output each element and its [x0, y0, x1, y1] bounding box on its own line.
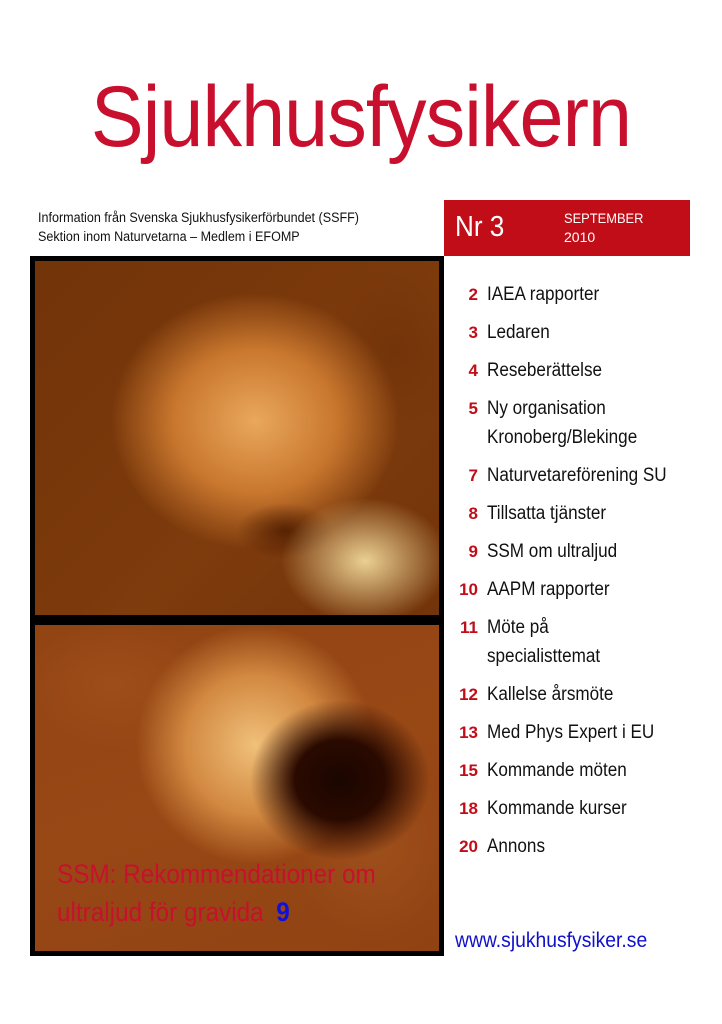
toc-page-number: 7 [468, 466, 478, 485]
toc-page-number: 10 [459, 580, 478, 599]
toc-title: Ny organisation [487, 398, 606, 419]
toc-item [452, 537, 712, 566]
toc-item [452, 461, 712, 490]
toc-page-number: 4 [468, 361, 478, 380]
ultrasound-image-foot [35, 625, 439, 951]
issue-number: Nr 3 [455, 211, 505, 243]
toc-title: Kommande kurser [487, 798, 627, 819]
issue-year: 2010 [564, 229, 596, 245]
toc-item [452, 794, 712, 823]
toc-item [452, 318, 712, 347]
masthead-title: Sjukhusfysikern [90, 69, 632, 165]
toc-page-number: 12 [459, 685, 478, 704]
toc-title: AAPM rapporter [487, 579, 610, 600]
toc-item [452, 394, 712, 452]
toc-title: IAEA rapporter [487, 284, 600, 305]
toc-title: Annons [487, 836, 546, 857]
toc-item [452, 832, 712, 861]
toc-page-number: 11 [460, 618, 478, 637]
toc-item [452, 613, 712, 671]
toc-item [452, 356, 712, 385]
toc-title: Kommande möten [487, 760, 627, 781]
toc-item [452, 756, 712, 785]
toc-page-number: 3 [468, 323, 478, 342]
cover-photo-top [30, 256, 444, 620]
toc-page-number: 2 [468, 285, 478, 304]
cover-caption-line2 [57, 893, 376, 931]
publisher-info [38, 208, 359, 246]
toc-title: Ledaren [487, 322, 550, 343]
cover-caption-page: 9 [276, 897, 290, 927]
toc-title: SSM om ultraljud [487, 541, 618, 562]
cover-photo-bottom [30, 620, 444, 956]
toc-item [452, 499, 712, 528]
cover-caption-text: ultraljud för gravida [57, 897, 264, 927]
toc-page-number: 9 [468, 542, 478, 561]
cover-caption [57, 855, 376, 931]
toc-title: Reseberättelse [487, 360, 603, 381]
publisher-info-line1: Information från Svenska Sjukhusfysikerförbundet (SSFF) [38, 210, 359, 225]
toc-page-number: 15 [459, 761, 478, 780]
toc-page-number: 20 [459, 837, 478, 856]
ultrasound-image-face [35, 261, 439, 615]
toc-item [452, 575, 712, 604]
toc-item [452, 718, 712, 747]
toc-page-number: 8 [468, 504, 478, 523]
table-of-contents [452, 280, 712, 870]
toc-item [452, 280, 712, 309]
toc-title: Möte på [487, 617, 549, 638]
cover-caption-line1: SSM: Rekommendationer om [57, 859, 376, 889]
toc-page-number: 5 [468, 399, 478, 418]
toc-title: Kronoberg/Blekinge [487, 427, 638, 448]
toc-title: Naturvetareförening SU [487, 465, 667, 486]
toc-title: Kallelse årsmöte [487, 684, 614, 705]
toc-page-number: 13 [459, 723, 478, 742]
toc-title: specialisttemat [487, 646, 601, 667]
toc-item [452, 680, 712, 709]
toc-page-number: 18 [459, 799, 478, 818]
issue-badge [444, 200, 690, 256]
toc-title: Tillsatta tjänster [487, 503, 607, 524]
issue-month: SEPTEMBER [564, 210, 644, 226]
publisher-info-line2: Sektion inom Naturvetarna – Medlem i EFOMP [38, 229, 300, 244]
website-link[interactable]: www.sjukhusfysiker.se [455, 929, 648, 952]
toc-title: Med Phys Expert i EU [487, 722, 655, 743]
